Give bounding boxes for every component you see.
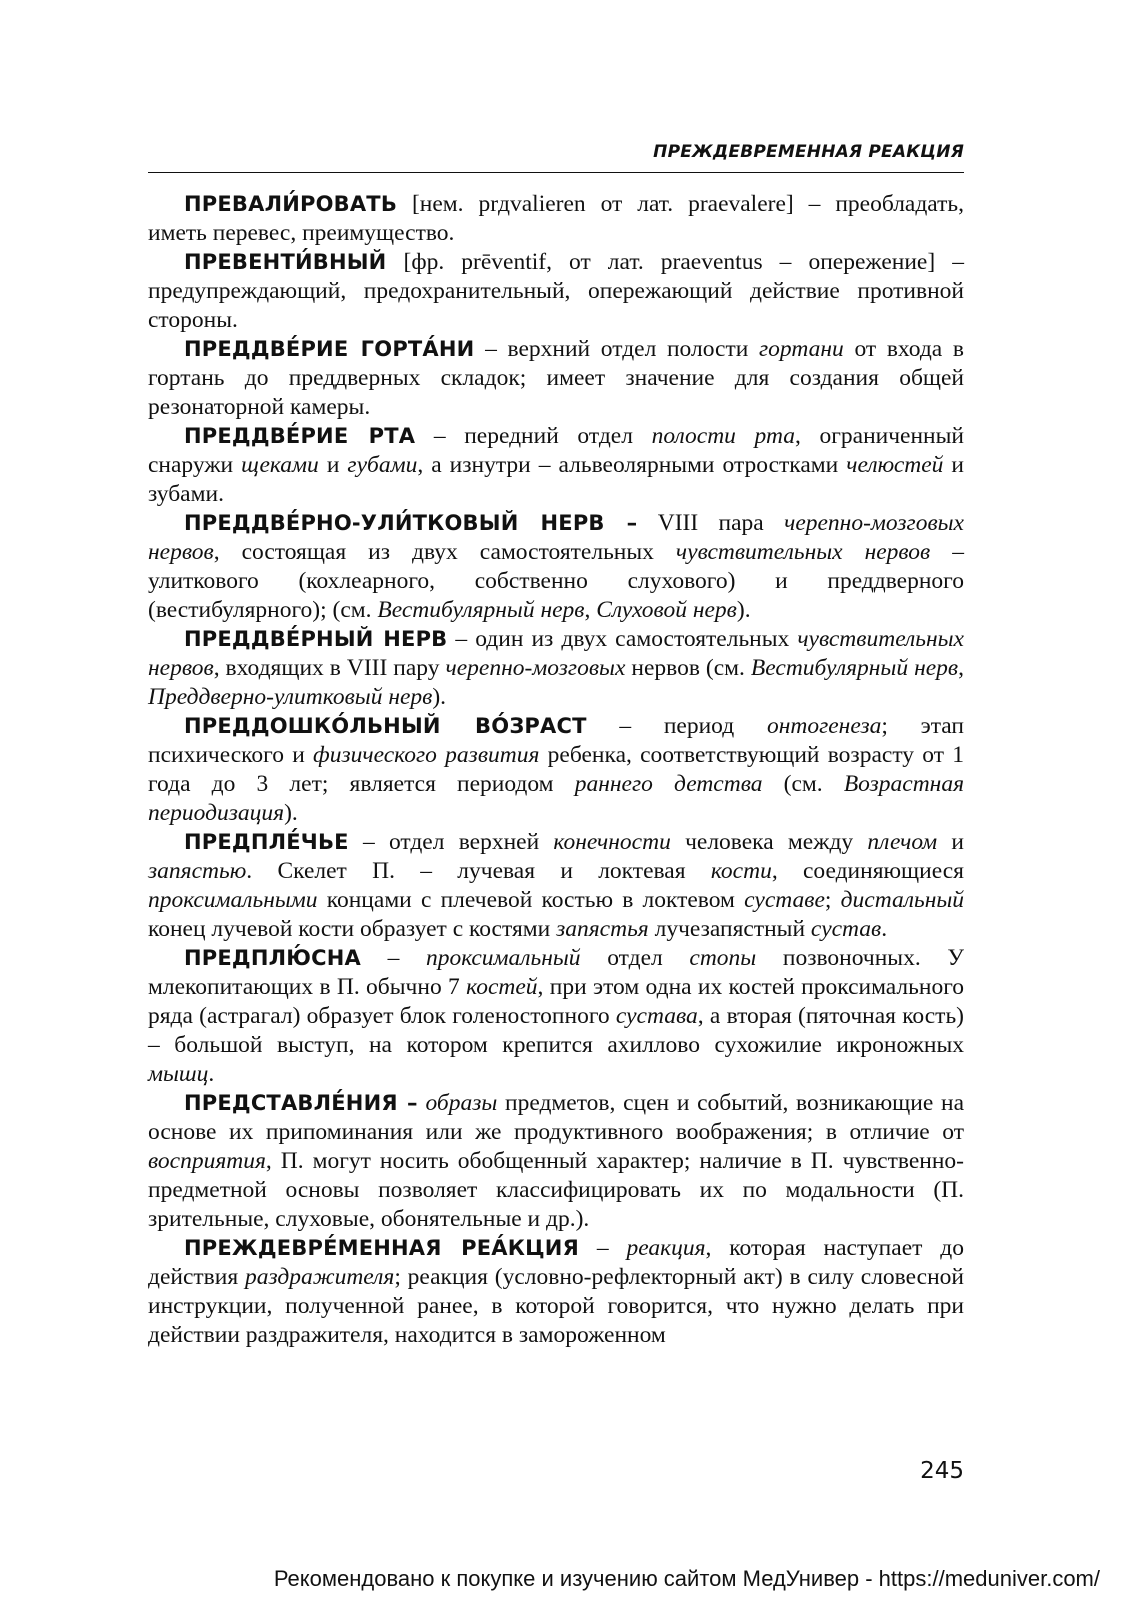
entry-text: ребенка, соответствующий возрасту от 1 года до 3 лет; является периодом — [148, 742, 964, 797]
dictionary-entry — [148, 190, 964, 248]
entry-headword: ПРЕДДВЕ́РИЕ ГОРТА́НИ — [184, 337, 475, 361]
dictionary-entry — [148, 828, 964, 944]
entry-text: , а изнутри – альвеолярными отростками — [417, 452, 847, 478]
entry-text: , — [958, 655, 965, 681]
entry-headword: ПРЕДДВЕ́РНО-УЛИ́ТКОВЫЙ НЕРВ – — [184, 511, 638, 535]
entry-crossref: черепно-мозговых нервов — [148, 510, 964, 565]
entry-text: предметов, сцен и событий, возникающие на основе их припоминания или же продуктивного воображения; в отличие от — [148, 1090, 964, 1145]
entry-crossref: чувствительных нервов — [675, 539, 931, 565]
entry-headword: ПРЕЖДЕВРЕ́МЕННАЯ РЕА́КЦИЯ — [184, 1236, 579, 1260]
running-head: ПРЕЖДЕВРЕМЕННАЯ РЕАКЦИЯ — [653, 142, 964, 162]
entry-crossref: Вестибулярный нерв — [750, 655, 959, 681]
entry-crossref: полости рта — [651, 423, 795, 449]
entry-text: , соединяющиеся — [771, 858, 964, 884]
entry-text: – верхний отдел полости — [474, 336, 759, 362]
dictionary-entry — [148, 1089, 964, 1234]
entry-crossref: запястью — [148, 858, 247, 884]
entry-text: – — [360, 945, 426, 971]
entry-headword: ПРЕДПЛЕ́ЧЬЕ — [184, 830, 349, 854]
dictionary-entry — [148, 625, 964, 712]
header-divider — [148, 172, 964, 173]
entry-text: ; этап психического и — [148, 713, 964, 768]
entry-text: – — [578, 1235, 627, 1261]
entry-text: , — [584, 597, 597, 623]
dictionary-entry — [148, 712, 964, 828]
entry-crossref: реакция — [626, 1235, 706, 1261]
entry-crossref: суставе — [744, 887, 825, 913]
entry-text: , состоящая из двух самостоятельных — [213, 539, 676, 565]
entry-crossref: запястья — [556, 916, 649, 942]
entry-text: позвоночных. У млекопитающих в П. обычно 7 — [148, 945, 965, 1000]
entry-crossref: плечом — [867, 829, 938, 855]
entry-text: ). — [432, 684, 447, 710]
entry-crossref: восприятия — [148, 1148, 266, 1174]
entry-text: и зубами. — [148, 452, 965, 507]
entry-headword: ПРЕДДВЕ́РНЫЙ НЕРВ — [184, 627, 448, 651]
entry-crossref: онтогенеза — [766, 713, 882, 739]
entry-crossref: сустав — [810, 916, 882, 942]
entry-text: ; — [824, 887, 841, 913]
entry-text: – улиткового (кохлеарного, собственно слухового) и преддверного (вестибулярного); (см. — [148, 539, 965, 623]
entry-crossref: гортани — [759, 336, 844, 362]
entry-text: [фр. prēventif, от лат. praeventus – опережение] – предупреждающий, предохранительный, опережающий действие противной стороны. — [148, 249, 964, 333]
dictionary-entry — [148, 335, 964, 422]
entry-text: от входа в гортань до преддверных складок; имеет значение для создания общей резонаторной камеры. — [148, 336, 964, 420]
entry-text: . — [208, 1061, 215, 1087]
entry-text: – период — [586, 713, 767, 739]
dictionary-entry — [148, 248, 964, 335]
entry-text: ; реакция (условно-рефлекторный акт) в силу словесной инструкции, полученной ранее, в которой говорится, что нужно делать при действии раздражителя, находится в замороженном — [148, 1264, 964, 1348]
dictionary-entry — [148, 509, 964, 625]
entry-headword: ПРЕДДОШКО́ЛЬНЫЙ ВО́ЗРАСТ — [184, 714, 587, 738]
entry-text: . — [881, 916, 888, 942]
entry-crossref: кости — [710, 858, 772, 884]
entry-text: , которая наступает до действия — [148, 1235, 964, 1290]
entry-text: [нем. prдvalieren от лат. praevalere] – преобладать, иметь перевес, преимущество. — [148, 191, 964, 246]
entry-text: ). — [736, 597, 751, 623]
dictionary-entries — [148, 190, 964, 1350]
entry-headword: ПРЕДСТАВЛЕ́НИЯ – — [184, 1091, 418, 1115]
entry-text: – передний отдел — [415, 423, 652, 449]
entry-crossref: костей — [466, 974, 538, 1000]
entry-headword: ПРЕВАЛИ́РОВАТЬ — [184, 192, 398, 216]
entry-text: конец лучевой кости образует с костями — [148, 916, 557, 942]
entry-crossref: Возрастная периодизация — [148, 771, 965, 826]
entry-crossref: черепно-мозговых — [445, 655, 626, 681]
entry-crossref: раздражителя — [244, 1264, 395, 1290]
entry-text: – один из двух самостоятельных — [447, 626, 798, 652]
entry-text: ). — [284, 800, 298, 826]
entry-text: человека между — [670, 829, 868, 855]
footer-recommendation: Рекомендовано к покупке и изучению сайтом МедУнивер - https://meduniver.com/ — [273, 1566, 1100, 1591]
entry-crossref: щеками — [241, 452, 319, 478]
entry-text: , входящих в VIII пару — [213, 655, 446, 681]
dictionary-entry — [148, 422, 964, 509]
entry-crossref: Преддверно-улитковый нерв — [148, 684, 433, 710]
entry-text: , при этом одна их костей проксимального ряда (астрагал) образует блок голеностопного — [148, 974, 964, 1029]
entry-crossref: стопы — [689, 945, 757, 971]
entry-text: , а вторая (пяточная кость) – большой выступ, на котором крепится ахиллово сухожилие икроножных — [148, 1003, 964, 1058]
entry-crossref: чувствительных нервов — [148, 626, 964, 681]
entry-text: VIII пара — [637, 510, 785, 536]
entry-text: и — [937, 829, 964, 855]
entry-crossref: конечности — [553, 829, 671, 855]
entry-text: , ограниченный снаружи — [148, 423, 964, 478]
entry-crossref: челюстей — [846, 452, 944, 478]
entry-crossref: раннего детства — [574, 771, 763, 797]
entry-crossref: Слуховой нерв — [596, 597, 737, 623]
entry-text: лучезапястный — [648, 916, 811, 942]
entry-text: (см. — [762, 771, 844, 797]
entry-text: нервов (см. — [625, 655, 751, 681]
entry-text: – отдел верхней — [348, 829, 554, 855]
page-number: 245 — [920, 1458, 964, 1484]
entry-crossref: образы — [425, 1090, 498, 1116]
dictionary-entry — [148, 944, 964, 1089]
entry-headword: ПРЕВЕНТИ́ВНЫЙ — [184, 250, 387, 274]
entry-crossref: мышц — [148, 1061, 209, 1087]
dictionary-entry — [148, 1234, 964, 1350]
entry-crossref: физического развития — [313, 742, 540, 768]
entry-crossref: Вестибулярный нерв — [377, 597, 585, 623]
entry-text: и — [318, 452, 348, 478]
entry-text: , П. могут носить обобщенный характер; наличие в П. чувственно-предметной основы позволяет классифицировать их по модальности (П. зрительные, слуховые, обонятельные и др.). — [148, 1148, 964, 1232]
entry-text: . Скелет П. – лучевая и локтевая — [246, 858, 711, 884]
entry-crossref: проксимальными — [148, 887, 318, 913]
entry-headword: ПРЕДДВЕ́РИЕ РТА — [184, 424, 416, 448]
entry-crossref: сустава — [615, 1003, 698, 1029]
entry-text: концами с плечевой костью в локтевом — [317, 887, 745, 913]
entry-text: отдел — [580, 945, 690, 971]
entry-crossref: губами — [347, 452, 418, 478]
entry-crossref: дистальный — [840, 887, 965, 913]
entry-headword: ПРЕДПЛЮ́СНА — [184, 946, 361, 970]
entry-crossref: проксимальный — [426, 945, 581, 971]
